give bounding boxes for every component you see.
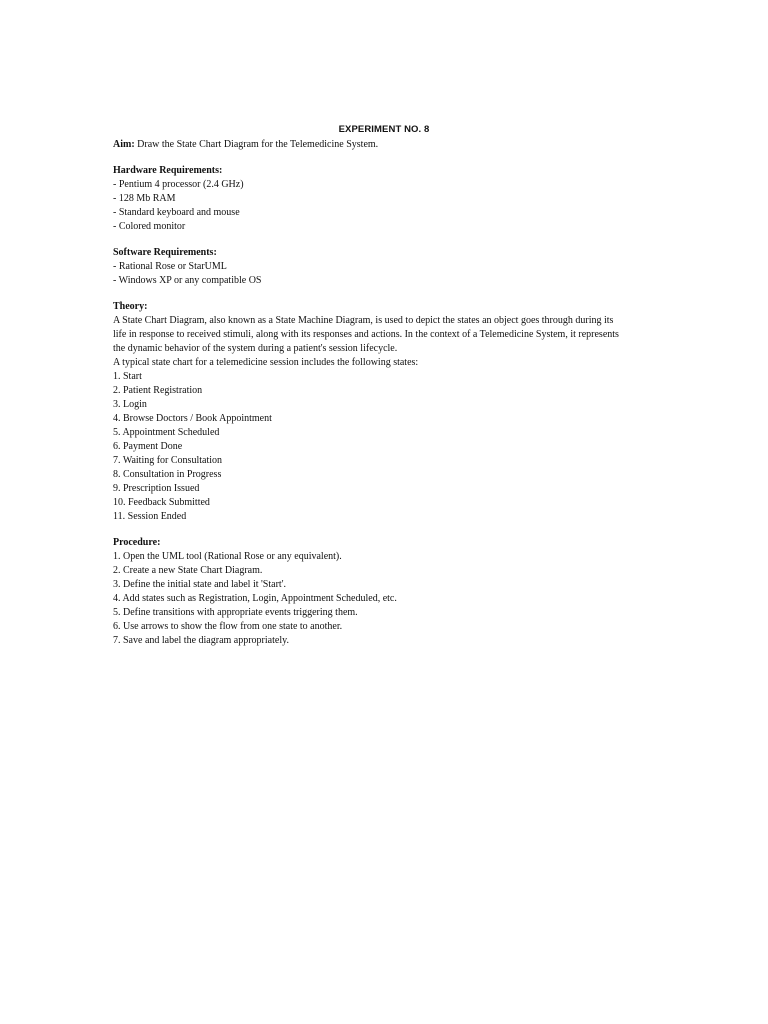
theory-paragraph-line: A State Chart Diagram, also known as a State Machine Diagram, is used to depict the states an object goes through during its — [113, 315, 614, 326]
hardware-item: - Pentium 4 processor (2.4 GHz) — [113, 179, 244, 190]
state-list-item: 10. Feedback Submitted — [113, 497, 210, 508]
state-list-item: 2. Patient Registration — [113, 385, 203, 396]
section-gap — [113, 524, 673, 536]
hardware-heading: Hardware Requirements: — [113, 165, 223, 176]
state-list-item: 4. Browse Doctors / Book Appointment — [113, 413, 272, 424]
hardware-item: - Colored monitor — [113, 221, 186, 232]
section-gap — [113, 288, 673, 300]
document-body — [113, 138, 673, 648]
state-list-item: 9. Prescription Issued — [113, 483, 200, 494]
state-list-item: 1. Start — [113, 371, 142, 382]
procedure-step: 2. Create a new State Chart Diagram. — [113, 565, 263, 576]
software-heading: Software Requirements: — [113, 247, 217, 258]
state-list-item: 8. Consultation in Progress — [113, 469, 222, 480]
aim-label: Aim: — [113, 139, 135, 150]
section-gap — [113, 234, 673, 246]
procedure-step: 4. Add states such as Registration, Login, Appointment Scheduled, etc. — [113, 593, 397, 604]
procedure-step: 6. Use arrows to show the flow from one state to another. — [113, 621, 343, 632]
state-list-item: 3. Login — [113, 399, 147, 410]
procedure-step: 1. Open the UML tool (Rational Rose or any equivalent). — [113, 551, 342, 562]
state-list-item: 7. Waiting for Consultation — [113, 455, 223, 466]
state-list-item: 5. Appointment Scheduled — [113, 427, 220, 438]
document-title: EXPERIMENT NO. 8 — [338, 124, 430, 135]
software-item: - Windows XP or any compatible OS — [113, 275, 262, 286]
theory-paragraph-line: the dynamic behavior of the system during a patient's session lifecycle. — [113, 343, 398, 354]
procedure-heading: Procedure: — [113, 537, 161, 548]
procedure-step: 5. Define transitions with appropriate events triggering them. — [113, 607, 358, 618]
hardware-item: - Standard keyboard and mouse — [113, 207, 240, 218]
aim-line — [113, 138, 673, 152]
state-list-item: 6. Payment Done — [113, 441, 183, 452]
section-gap — [113, 152, 673, 164]
theory-heading: Theory: — [113, 301, 148, 312]
state-list-item: 11. Session Ended — [113, 511, 187, 522]
procedure-step: 3. Define the initial state and label it 'Start'. — [113, 579, 286, 590]
aim-text: Draw the State Chart Diagram for the Telemedicine System. — [134, 139, 379, 150]
theory-intro: A typical state chart for a telemedicine session includes the following states: — [113, 357, 419, 368]
software-item: - Rational Rose or StarUML — [113, 261, 227, 272]
procedure-step: 7. Save and label the diagram appropriately. — [113, 635, 289, 646]
theory-paragraph-line: life in response to received stimuli, along with its responses and actions. In the context of a Telemedicine System, it represents — [113, 329, 619, 340]
hardware-item: - 128 Mb RAM — [113, 193, 176, 204]
